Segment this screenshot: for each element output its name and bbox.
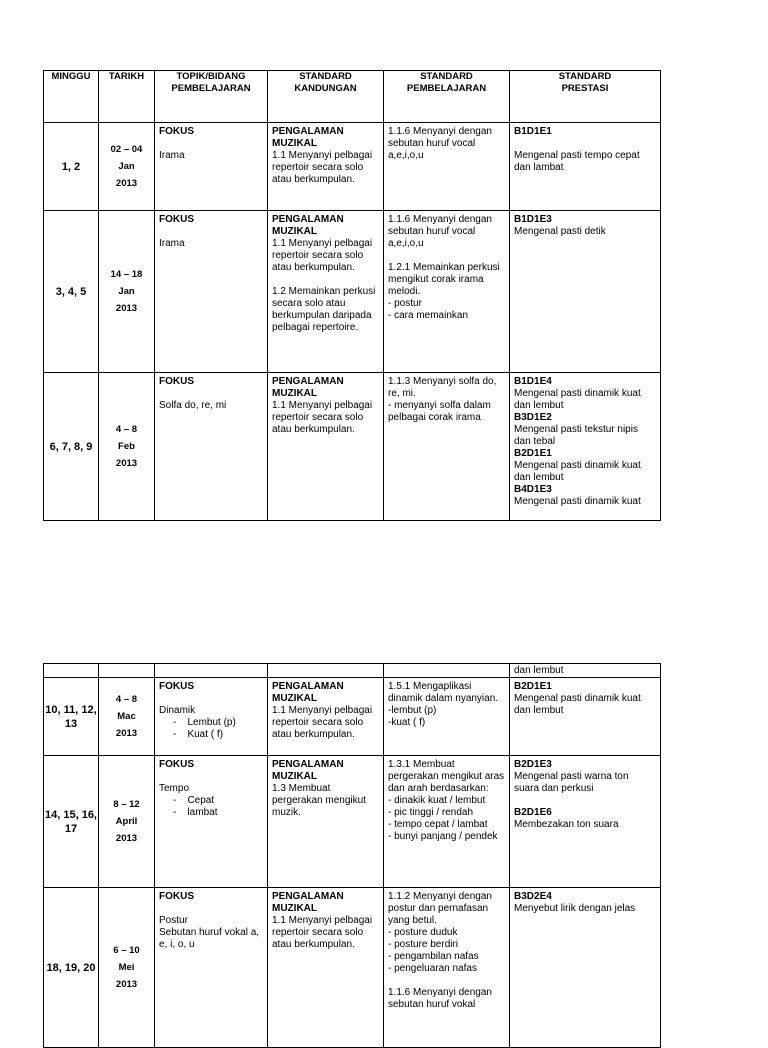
minggu-cell: 10, 11, 12, 13 <box>44 678 99 756</box>
table-row <box>44 678 661 756</box>
table-row <box>44 123 661 211</box>
topik-cell <box>155 756 268 888</box>
topik-text: Irama <box>159 238 185 249</box>
tarikh-cell <box>99 373 155 521</box>
kandungan-cell <box>268 373 384 521</box>
prestasi-cell <box>510 756 661 888</box>
rpt-table-1 <box>43 70 661 521</box>
header-tarikh: TARIKH <box>99 71 155 123</box>
prestasi-cell <box>510 678 661 756</box>
pembelajaran-text-2: 1.1.6 Menyanyi dengan sebutan huruf vokal <box>388 987 492 1010</box>
kandungan-text-2: 1.2 Memainkan perkusi secara solo atau berkumpulan daripada pelbagai repertoire. <box>272 286 376 333</box>
prestasi-code: B2D1E1 <box>514 448 552 459</box>
tarikh-range: 14 – 18 <box>110 268 143 280</box>
kandungan-title: PENGALAMAN MUZIKAL <box>272 681 344 704</box>
prestasi-text: Mengenal pasti warna ton suara dan perkusi <box>514 771 629 794</box>
prestasi-text: Mengenal pasti dinamik kuat <box>514 496 641 507</box>
header-pembelajaran: STANDARD PEMBELAJARAN <box>384 71 510 123</box>
header-kandungan: STANDARD KANDUNGAN <box>268 71 384 123</box>
kandungan-title: PENGALAMAN MUZIKAL <box>272 891 344 914</box>
pembelajaran-cell: 1.1.3 Menyanyi solfa do, re, mi. - menyanyi solfa dalam pelbagai corak irama <box>384 373 510 521</box>
topik-cell <box>155 373 268 521</box>
fokus-label: FOKUS <box>159 126 194 137</box>
prestasi-cell <box>510 211 661 373</box>
prestasi-code: B2D1E1 <box>514 681 552 692</box>
prestasi-code: B4D1E3 <box>514 484 552 495</box>
fokus-label: FOKUS <box>159 759 194 770</box>
continuation-row <box>44 664 661 678</box>
topik-text: Solfa do, re, mi <box>159 400 227 411</box>
prestasi-text: Mengenal pasti tekstur nipis dan tebal <box>514 424 638 447</box>
topik-cell <box>155 211 268 373</box>
pembelajaran-text: 1.1.6 Menyanyi dengan sebutan huruf vocal a,e,i,o,u <box>388 214 492 249</box>
tarikh-month: Feb <box>118 440 135 452</box>
kandungan-text: 1.1 Menyanyi pelbagai repertoir secara solo atau berkumpulan. <box>272 400 373 435</box>
table-row <box>44 756 661 888</box>
pembelajaran-text-2: 1.2.1 Memainkan perkusi mengikut corak irama melodi. - postur - cara memainkan <box>388 262 500 321</box>
fokus-label: FOKUS <box>159 376 194 387</box>
pembelajaran-cell: 1.5.1 Mengaplikasi dinamik dalam nyanyian. -lembut (p) -kuat ( f) <box>384 678 510 756</box>
kandungan-text: 1.1 Menyanyi pelbagai repertoir secara solo atau berkumpulan. <box>272 238 373 273</box>
topik-list-item: - Lembut (p) <box>173 717 236 728</box>
tarikh-cell <box>99 678 155 756</box>
prestasi-text: Mengenal pasti tempo cepat dan lambat <box>514 150 640 173</box>
kandungan-cell <box>268 678 384 756</box>
prestasi-code: B3D1E2 <box>514 412 552 423</box>
tarikh-cell <box>99 123 155 211</box>
prestasi-cell <box>510 373 661 521</box>
tarikh-month: Mac <box>117 710 136 722</box>
kandungan-text: 1.1 Menyanyi pelbagai repertoir secara solo atau berkumpulan. <box>272 150 373 185</box>
fokus-label: FOKUS <box>159 214 194 225</box>
pembelajaran-cell: 1.3.1 Membuat pergerakan mengikut aras dan arah berdasarkan: - dinakik kuat / lembut - pic tinggi / rendah - tempo cepat / lambat - bunyi panjang / pendek <box>384 756 510 888</box>
minggu-cell: 18, 19, 20 <box>44 888 99 1048</box>
pembelajaran-text: 1.1.2 Menyanyi dengan postur dan pernafasan yang betul. - posture duduk - posture berdiri - pengambilan nafas - pengeluaran nafas <box>388 891 492 974</box>
topik-list-item: - lambat <box>173 807 218 818</box>
kandungan-cell <box>268 211 384 373</box>
tarikh-range: 6 – 10 <box>113 944 140 956</box>
minggu-cell: 3, 4, 5 <box>44 211 99 373</box>
minggu-cell: 6, 7, 8, 9 <box>44 373 99 521</box>
tarikh-month: April <box>115 815 138 827</box>
prestasi-code: B2D1E6 <box>514 807 552 818</box>
topik-text: Postur Sebutan huruf vokal a, e, i, o, u <box>159 915 260 950</box>
prestasi-text: Mengenal pasti dinamik kuat dan lembut <box>514 693 641 716</box>
prestasi-code: B3D2E4 <box>514 891 552 902</box>
header-minggu: MINGGU <box>44 71 99 123</box>
tarikh-cell <box>99 211 155 373</box>
table-row <box>44 211 661 373</box>
header-topik: TOPIK/BIDANG PEMBELAJARAN <box>155 71 268 123</box>
prestasi-code: B1D1E4 <box>514 376 552 387</box>
pembelajaran-cell: 1.1.6 Menyanyi dengan sebutan huruf vocal a,e,i,o,u <box>384 123 510 211</box>
tarikh-year: 2013 <box>115 302 138 314</box>
prestasi-text: Mengenal pasti detik <box>514 226 606 237</box>
header-row <box>44 71 661 123</box>
tarikh-range: 4 – 8 <box>115 423 138 435</box>
topik-text: Dinamik <box>159 705 196 716</box>
kandungan-title: PENGALAMAN MUZIKAL <box>272 759 344 782</box>
prestasi-text: Mengenal pasti dinamik kuat dan lembut <box>514 460 641 483</box>
minggu-cell: 1, 2 <box>44 123 99 211</box>
pembelajaran-cell <box>384 211 510 373</box>
kandungan-text: 1.1 Menyanyi pelbagai repertoir secara solo atau berkumpulan. <box>272 915 373 950</box>
continuation-text: dan lembut <box>510 664 661 678</box>
prestasi-code: B1D1E3 <box>514 214 552 225</box>
rpt-table-2 <box>43 663 661 1048</box>
kandungan-cell <box>268 123 384 211</box>
prestasi-text: Menyebut lirik dengan jelas <box>514 903 636 914</box>
prestasi-text: Mengenal pasti dinamik kuat dan lembut <box>514 388 641 411</box>
kandungan-title: PENGALAMAN MUZIKAL <box>272 376 344 399</box>
topik-cell <box>155 123 268 211</box>
header-prestasi: STANDARD PRESTASI <box>510 71 661 123</box>
table-row <box>44 373 661 521</box>
tarikh-range: 8 – 12 <box>113 798 140 810</box>
topik-text: Tempo <box>159 783 190 794</box>
prestasi-code: B1D1E1 <box>514 126 552 137</box>
tarikh-month: Jan <box>118 285 135 297</box>
tarikh-month: Mei <box>118 961 135 973</box>
topik-list-item: - Kuat ( f) <box>173 729 224 740</box>
kandungan-text: 1.3 Membuat pergerakan mengikut muzik. <box>272 783 366 818</box>
fokus-label: FOKUS <box>159 681 194 692</box>
kandungan-text: 1.1 Menyanyi pelbagai repertoir secara solo atau berkumpulan. <box>272 705 373 740</box>
fokus-label: FOKUS <box>159 891 194 902</box>
kandungan-title: PENGALAMAN MUZIKAL <box>272 126 344 149</box>
tarikh-month: Jan <box>118 160 135 172</box>
prestasi-text: Membezakan ton suara <box>514 819 619 830</box>
tarikh-range: 4 – 8 <box>115 693 138 705</box>
kandungan-title: PENGALAMAN MUZIKAL <box>272 214 344 237</box>
tarikh-year: 2013 <box>115 457 138 469</box>
topik-list-item: - Cepat <box>173 795 215 806</box>
kandungan-cell <box>268 756 384 888</box>
tarikh-year: 2013 <box>115 832 138 844</box>
tarikh-year: 2013 <box>115 978 138 990</box>
topik-cell <box>155 678 268 756</box>
prestasi-cell <box>510 123 661 211</box>
topik-text: Irama <box>159 150 185 161</box>
tarikh-range: 02 – 04 <box>110 143 143 155</box>
tarikh-year: 2013 <box>115 177 138 189</box>
prestasi-code: B2D1E3 <box>514 759 552 770</box>
minggu-cell: 14, 15, 16, 17 <box>44 756 99 888</box>
tarikh-year: 2013 <box>115 727 138 739</box>
tarikh-cell <box>99 756 155 888</box>
